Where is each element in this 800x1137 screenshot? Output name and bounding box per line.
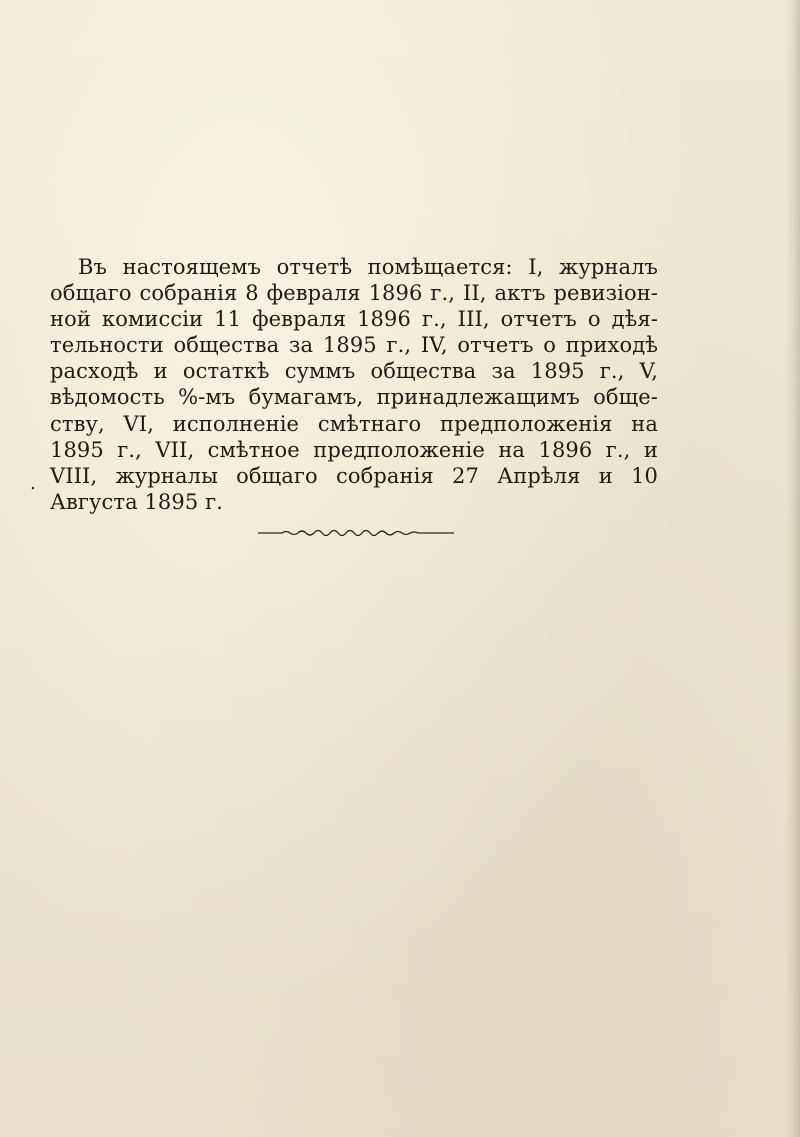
paragraph [50,254,658,515]
text-line: ной комиссіи 11 февраля 1896 г., III, отчетъ о дѣя- [50,307,658,332]
text-line: вѣдомость %-мъ бумагамъ, принадлежащимъ обще- [50,385,658,410]
text-line: ству, VI, исполненіе смѣтнаго предположенія на [50,411,658,436]
wavy-flourish-ornament-icon [258,524,454,540]
text-line: Въ настоящемъ отчетѣ помѣщается: I, журналъ [78,255,658,279]
page-edge-shadow [786,0,800,1137]
text-line: Августа 1895 г. [50,489,223,514]
text-line: VIII, журналы общаго собранія 27 Апрѣля и 10 [50,463,658,488]
text-line: расходѣ и остаткѣ суммъ общества за 1895 г., V, [50,359,658,384]
text-line: 1895 г., VII, смѣтное предположеніе на 1896 г., и [50,437,658,462]
text-line: общаго собранія 8 февраля 1896 г., II, актъ ревизіон- [50,281,658,306]
margin-mark: . [30,473,36,494]
text-line: тельности общества за 1895 г., IV, отчетъ о приходѣ [50,333,658,358]
